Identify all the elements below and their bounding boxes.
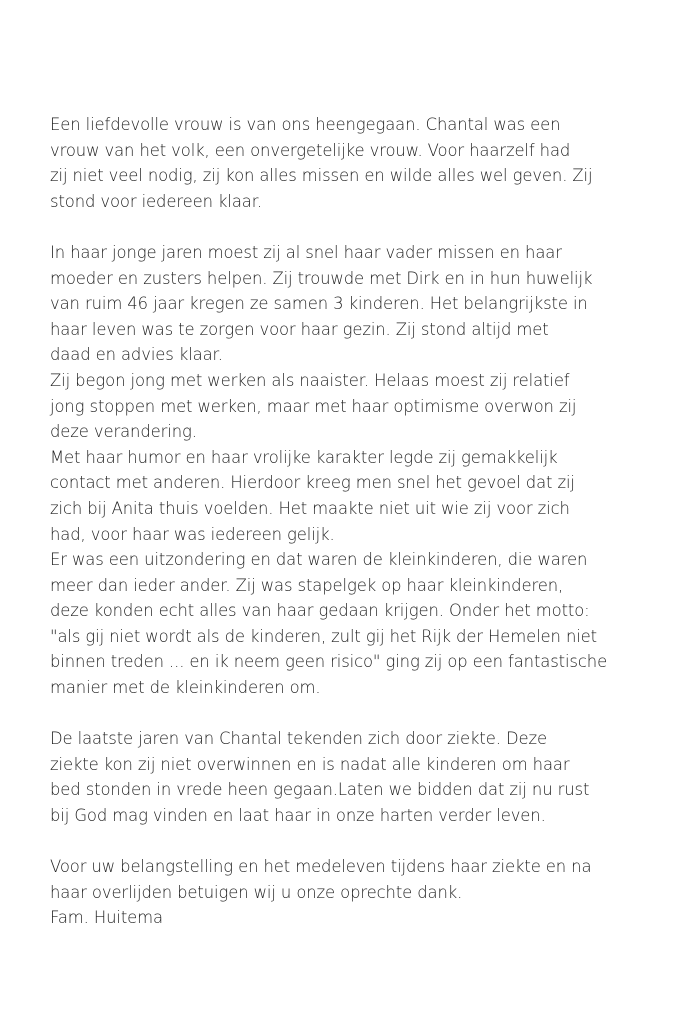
paragraph-final-years (50, 726, 660, 828)
text-line: "als gij niet wordt als de kinderen, zult gij het Rijk der Hemelen niet (50, 626, 597, 646)
text-line: jong stoppen met werken, maar met haar optimisme overwon zij (50, 396, 577, 416)
text-line: binnen treden ... en ik neem geen risico" ging zij op een fantastische (50, 652, 608, 672)
text-line: manier met de kleinkinderen om. (50, 678, 321, 698)
text-line: haar leven was te zorgen voor haar gezin. Zij stond altijd met (50, 319, 549, 339)
text-line: deze konden echt alles van haar gedaan krijgen. Onder het motto: (50, 601, 590, 621)
text-line: Voor uw belangstelling en het medeleven tijdens haar ziekte en na (50, 857, 592, 877)
paragraph-spacer (50, 701, 660, 727)
text-line: ziekte kon zij niet overwinnen en is nadat alle kinderen om haar (50, 754, 570, 774)
paragraph-intro (50, 112, 660, 214)
text-line: vrouw van het volk, een onvergetelijke vrouw. Voor haarzelf had (50, 140, 571, 160)
text-line: bed stonden in vrede heen gegaan.Laten we bidden dat zij nu rust (50, 780, 590, 800)
text-line: van ruim 46 jaar kregen ze samen 3 kinderen. Het belangrijkste in (50, 294, 588, 314)
text-line: contact met anderen. Hierdoor kreeg men snel het gevoel dat zij (50, 473, 575, 493)
text-line: Met haar humor en haar vrolijke karakter legde zij gemakkelijk (50, 447, 558, 467)
text-line: zich bij Anita thuis voelden. Het maakte niet uit wie zij voor zich (50, 498, 570, 518)
paragraph-spacer (50, 214, 660, 240)
text-line: De laatste jaren van Chantal tekenden zich door ziekte. Deze (50, 729, 547, 749)
family-signature: Fam. Huitema (50, 908, 163, 928)
memorial-text (50, 112, 660, 931)
text-line: meer dan ieder ander. Zij was stapelgek op haar kleinkinderen, (50, 575, 564, 595)
paragraph-spacer (50, 829, 660, 855)
text-line: Zij begon jong met werken als naaister. Helaas moest zij relatief (50, 370, 570, 390)
text-line: Er was een uitzondering en dat waren de kleinkinderen, die waren (50, 550, 588, 570)
text-line: In haar jonge jaren moest zij al snel haar vader missen en haar (50, 242, 562, 262)
text-line: zij niet veel nodig, zij kon alles missen en wilde alles wel geven. Zij (50, 166, 593, 186)
text-line: bij God mag vinden en laat haar in onze harten verder leven. (50, 806, 546, 826)
text-line: stond voor iedereen klaar. (50, 191, 262, 211)
paragraph-thanks (50, 854, 660, 931)
text-line: had, voor haar was iedereen gelijk. (50, 524, 335, 544)
text-line: daad en advies klaar. (50, 345, 223, 365)
text-line: moeder en zusters helpen. Zij trouwde met Dirk en in hun huwelijk (50, 268, 593, 288)
text-line: haar overlijden betuigen wij u onze oprechte dank. (50, 882, 463, 902)
text-line: deze verandering. (50, 422, 197, 442)
text-line: Een liefdevolle vrouw is van ons heengegaan. Chantal was een (50, 115, 561, 134)
paragraph-life-story (50, 240, 660, 701)
